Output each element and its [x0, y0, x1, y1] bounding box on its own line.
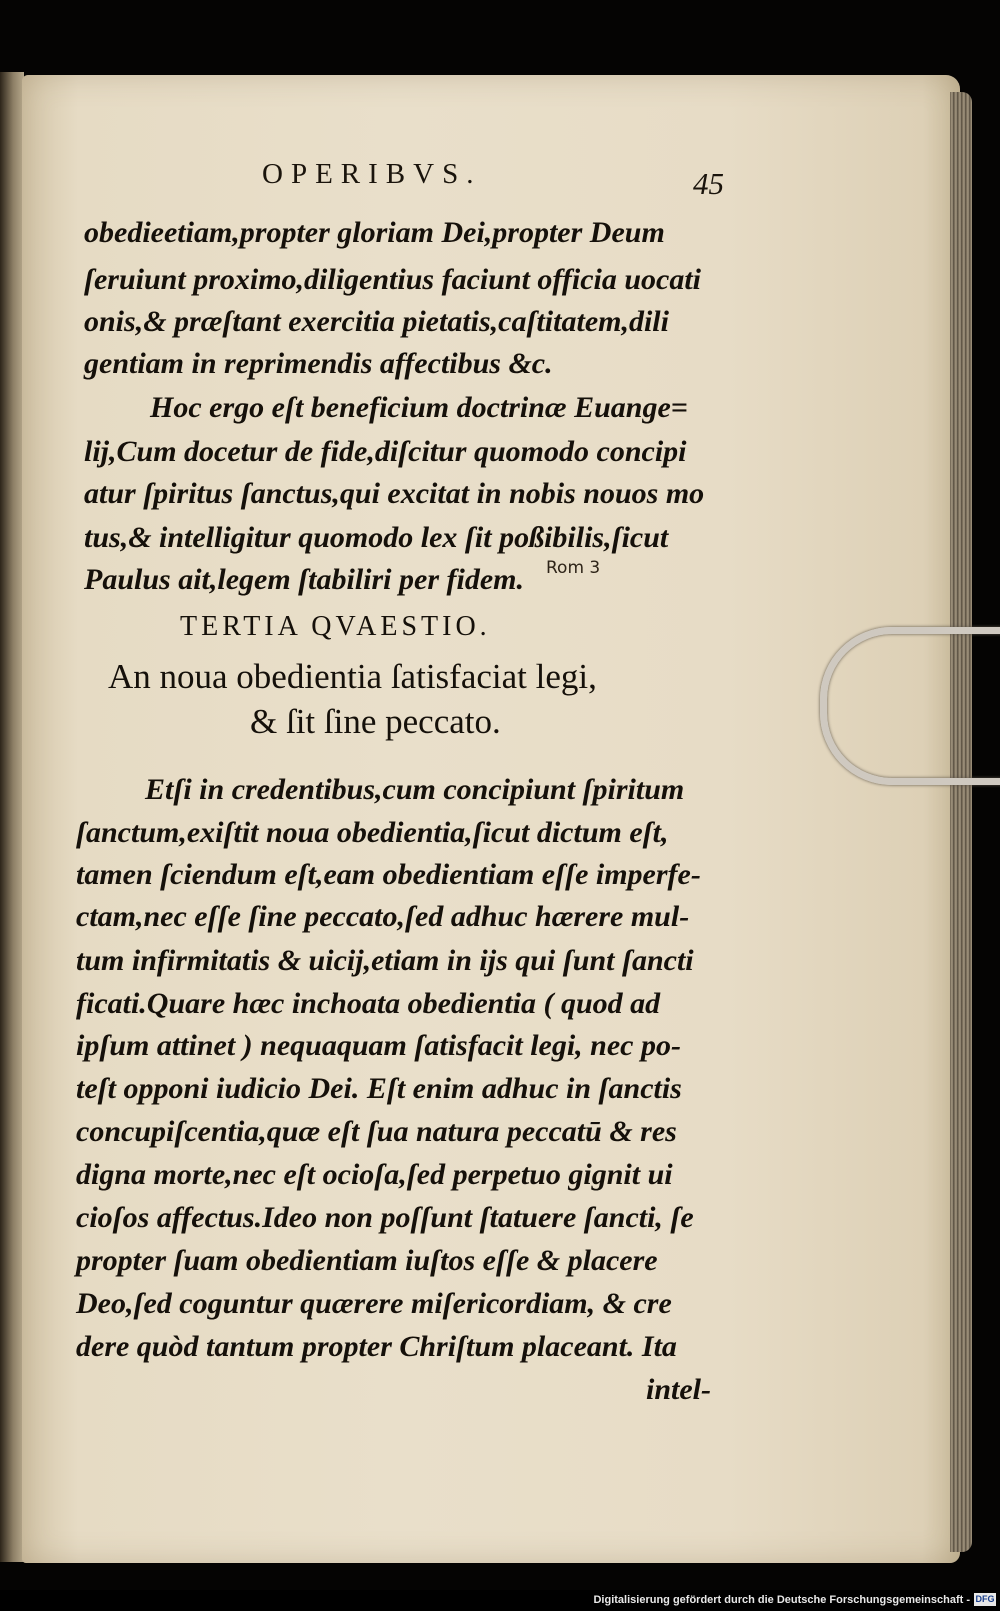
question-title-line: & ſit ſine peccato. [250, 702, 501, 741]
dfg-logo-icon: DFG [975, 1594, 995, 1604]
text-line: gentiam in reprimendis affectibus &c. [84, 347, 553, 380]
text-line: onis,& præſtant exercitia pietatis,caſtitatem,dili [84, 305, 669, 338]
text-line: tum infirmitatis & uicij,etiam in ijs qui ſunt ſancti [76, 944, 694, 977]
running-head: OPERIBVS. [262, 158, 482, 190]
text-line: obedieetiam,propter gloriam Dei,propter Deum [84, 216, 665, 249]
text-line: digna morte,nec eſt ocioſa,ſed perpetuo gignit ui [76, 1158, 673, 1191]
text-line: ſanctum,exiſtit noua obedientia,ſicut dictum eſt, [76, 816, 669, 849]
page-stack-edge [950, 92, 972, 1552]
footer-credit: Digitalisierung gefördert durch die Deutsche Forschungsgemeinschaft - [593, 1594, 970, 1606]
text-line: ipſum attinet ) nequaquam ſatisfacit legi, nec po- [76, 1029, 681, 1062]
section-heading: TERTIA QVAESTIO. [180, 611, 491, 642]
left-page-edge [0, 72, 24, 1562]
text-line: Paulus ait,legem ſtabiliri per fidem. [84, 563, 524, 596]
page-number: 45 [693, 166, 724, 201]
text-line: lij,Cum docetur de fide,diſcitur quomodo concipi [84, 435, 687, 468]
text-line: ficati.Quare hæc inchoata obedientia ( quod ad [76, 987, 661, 1020]
paper-clip [820, 627, 1000, 785]
text-line: ſeruiunt proximo,diligentius faciunt officia uocati [84, 263, 702, 296]
text-line: Etſi in credentibus,cum concipiunt ſpiritum [145, 773, 685, 806]
text-line: concupiſcentia,quæ eſt ſua natura peccatū & res [76, 1115, 677, 1148]
text-line: ctam,nec eſſe ſine peccato,ſed adhuc hærere mul- [76, 900, 690, 933]
text-line: teſt opponi iudicio Dei. Eſt enim adhuc in ſanctis [76, 1072, 682, 1105]
margin-annotation: Rom 3 [546, 558, 601, 578]
text-line: tamen ſciendum eſt,eam obedientiam eſſe imperfe- [76, 858, 701, 891]
question-title-line: An noua obedientia ſatisfaciat legi, [108, 657, 597, 696]
text-line: propter ſuam obedientiam iuſtos eſſe & placere [76, 1244, 658, 1277]
text-line: Deo,ſed coguntur quærere miſericordiam, & cre [76, 1287, 672, 1320]
text-line: cioſos affectus.Ideo non poſſunt ſtatuere ſancti, ſe [76, 1201, 694, 1234]
text-line: tus,& intelligitur quomodo lex ſit poßibilis,ſicut [84, 521, 669, 554]
catchword: intel- [646, 1373, 711, 1406]
text-line: Hoc ergo eſt beneficium doctrinæ Euange= [150, 391, 688, 424]
text-line: dere quòd tantum propter Chriſtum placeant. Ita [76, 1330, 677, 1363]
footer-bar [0, 1590, 1000, 1611]
text-line: atur ſpiritus ſanctus,qui excitat in nobis nouos mo [84, 477, 705, 510]
